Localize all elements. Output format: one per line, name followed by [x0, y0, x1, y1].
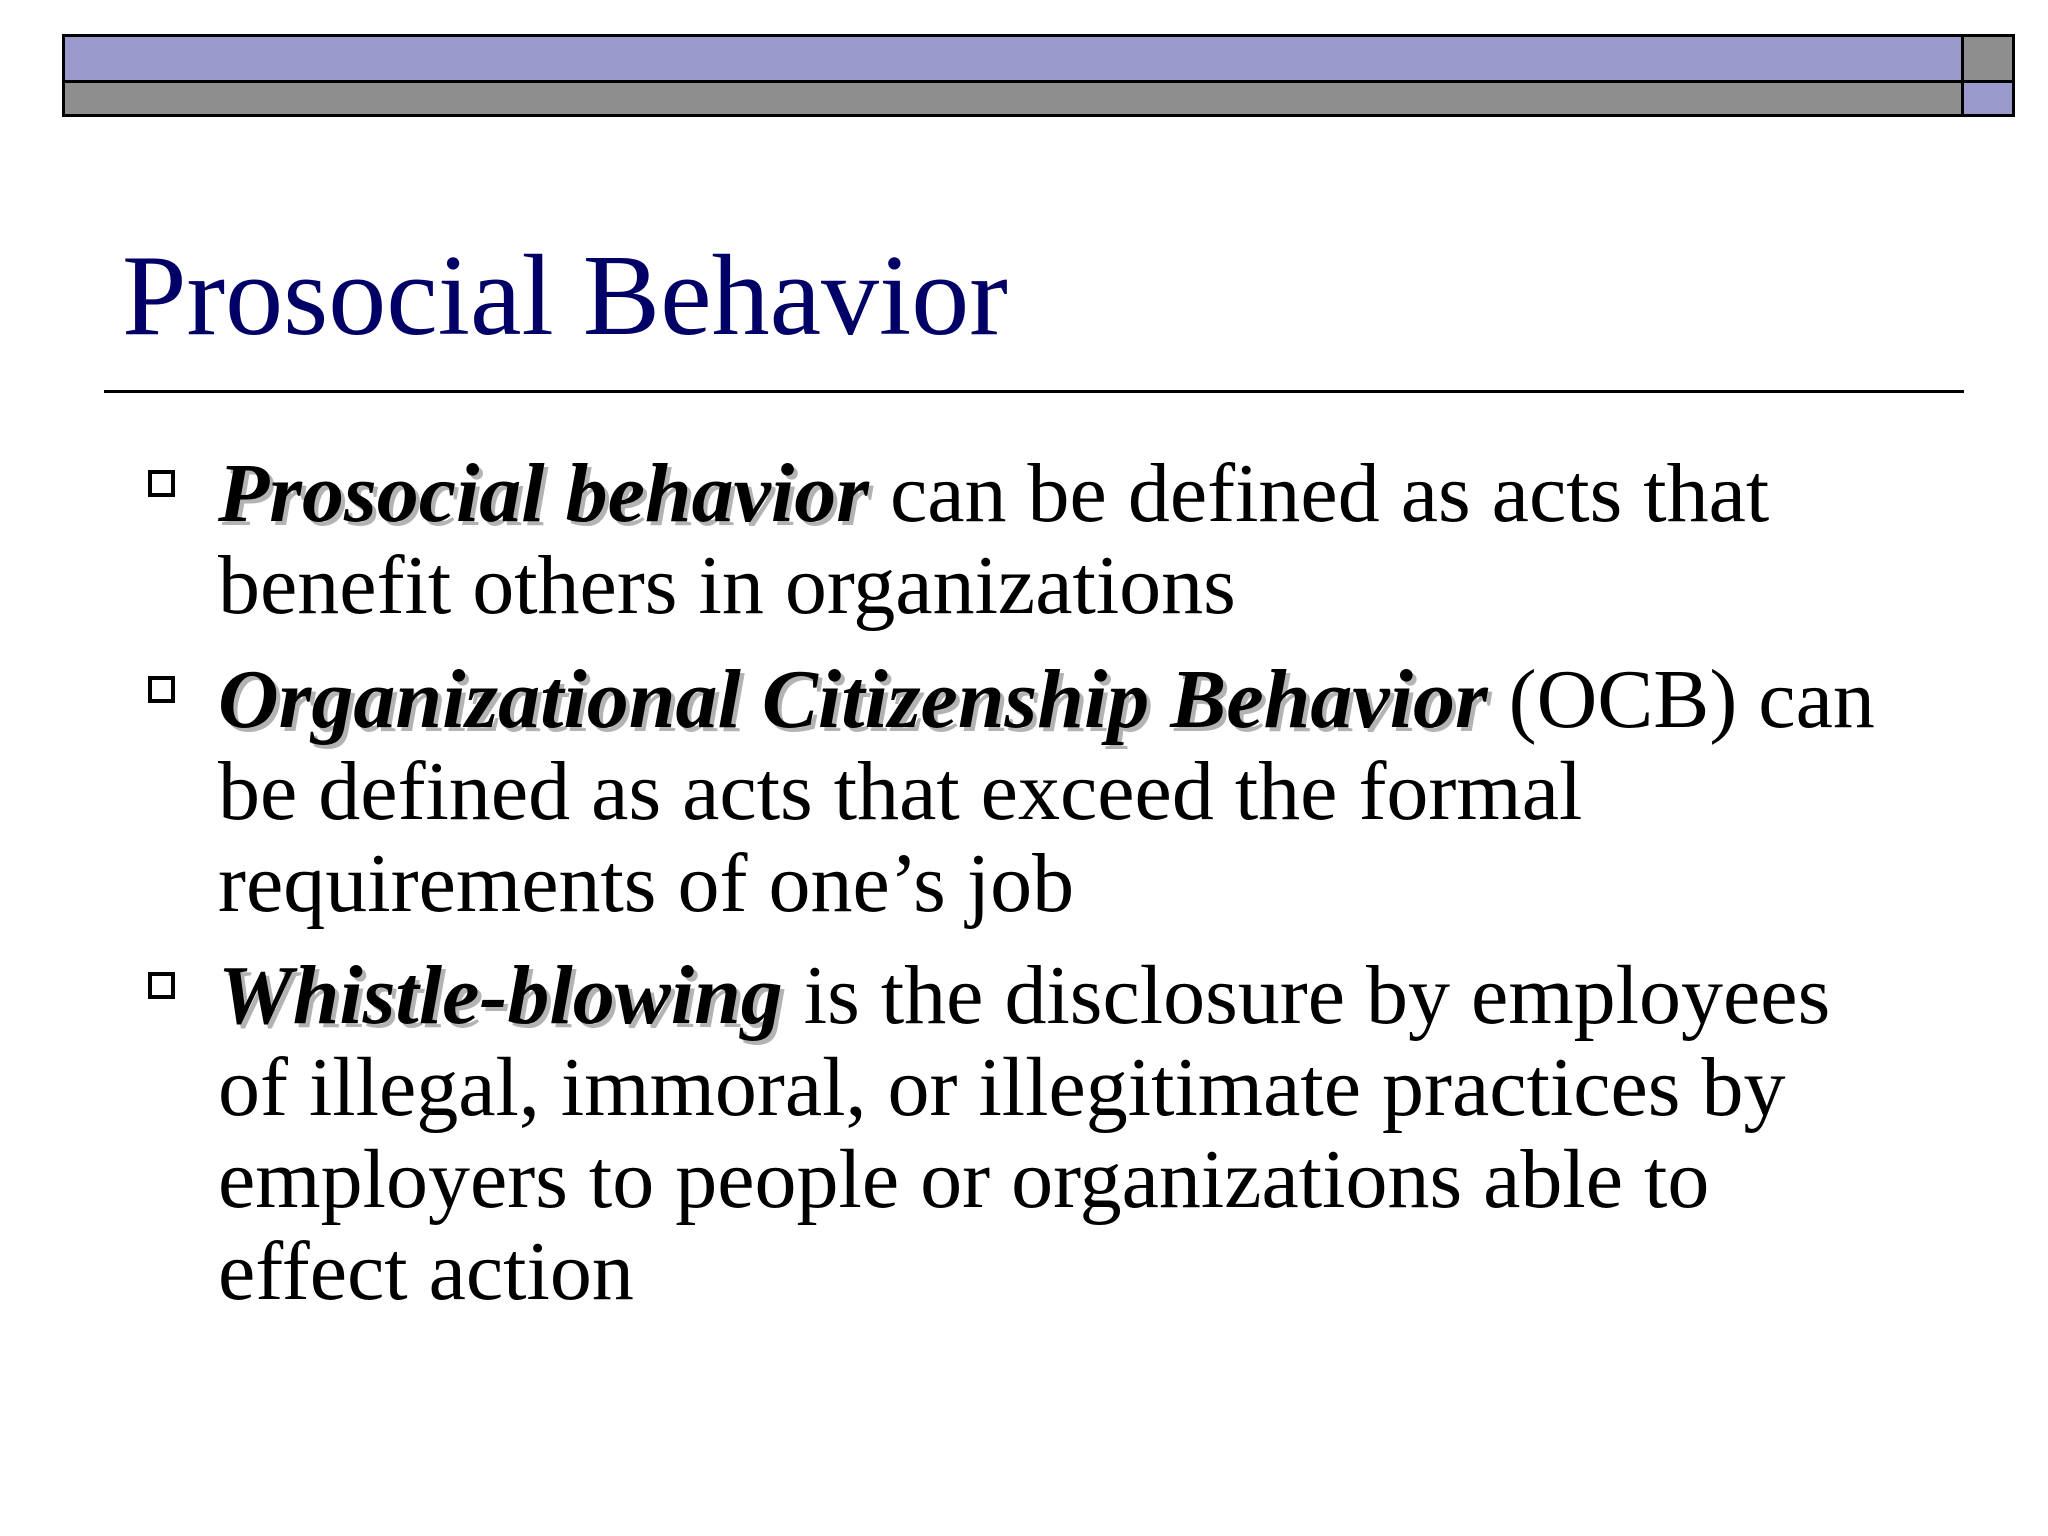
bullet-text: [218, 448, 1908, 632]
slide-title: Prosocial Behavior: [122, 232, 1008, 360]
bullet-term: Organizational Citizenship Behavior: [218, 653, 1488, 746]
bullet-text: [218, 950, 1908, 1318]
bullet-text: [218, 654, 1908, 930]
header-corner-gray-block: [1961, 34, 2015, 83]
hollow-square-icon: [148, 676, 175, 703]
title-divider: [104, 390, 1964, 393]
header-bar-gray: [62, 83, 1964, 117]
bullet-body: can be defined as acts that benefit others in organizations: [218, 447, 1770, 632]
bullet-body: is the disclosure by employees of illegal, immoral, or illegitimate practices by employers to people or organizations able to effect action: [218, 949, 1831, 1318]
hollow-square-icon: [148, 972, 175, 999]
bullet-body: (OCB) can be defined as acts that exceed the formal requirements of one’s job: [218, 653, 1875, 930]
hollow-square-icon: [148, 470, 175, 497]
header-bar-purple: [62, 34, 1964, 83]
bullet-term: Whistle-blowing: [218, 949, 783, 1042]
header-corner-purple-block: [1961, 83, 2015, 117]
header-decoration-bar: [62, 34, 2018, 117]
bullet-term: Prosocial behavior: [218, 447, 869, 540]
